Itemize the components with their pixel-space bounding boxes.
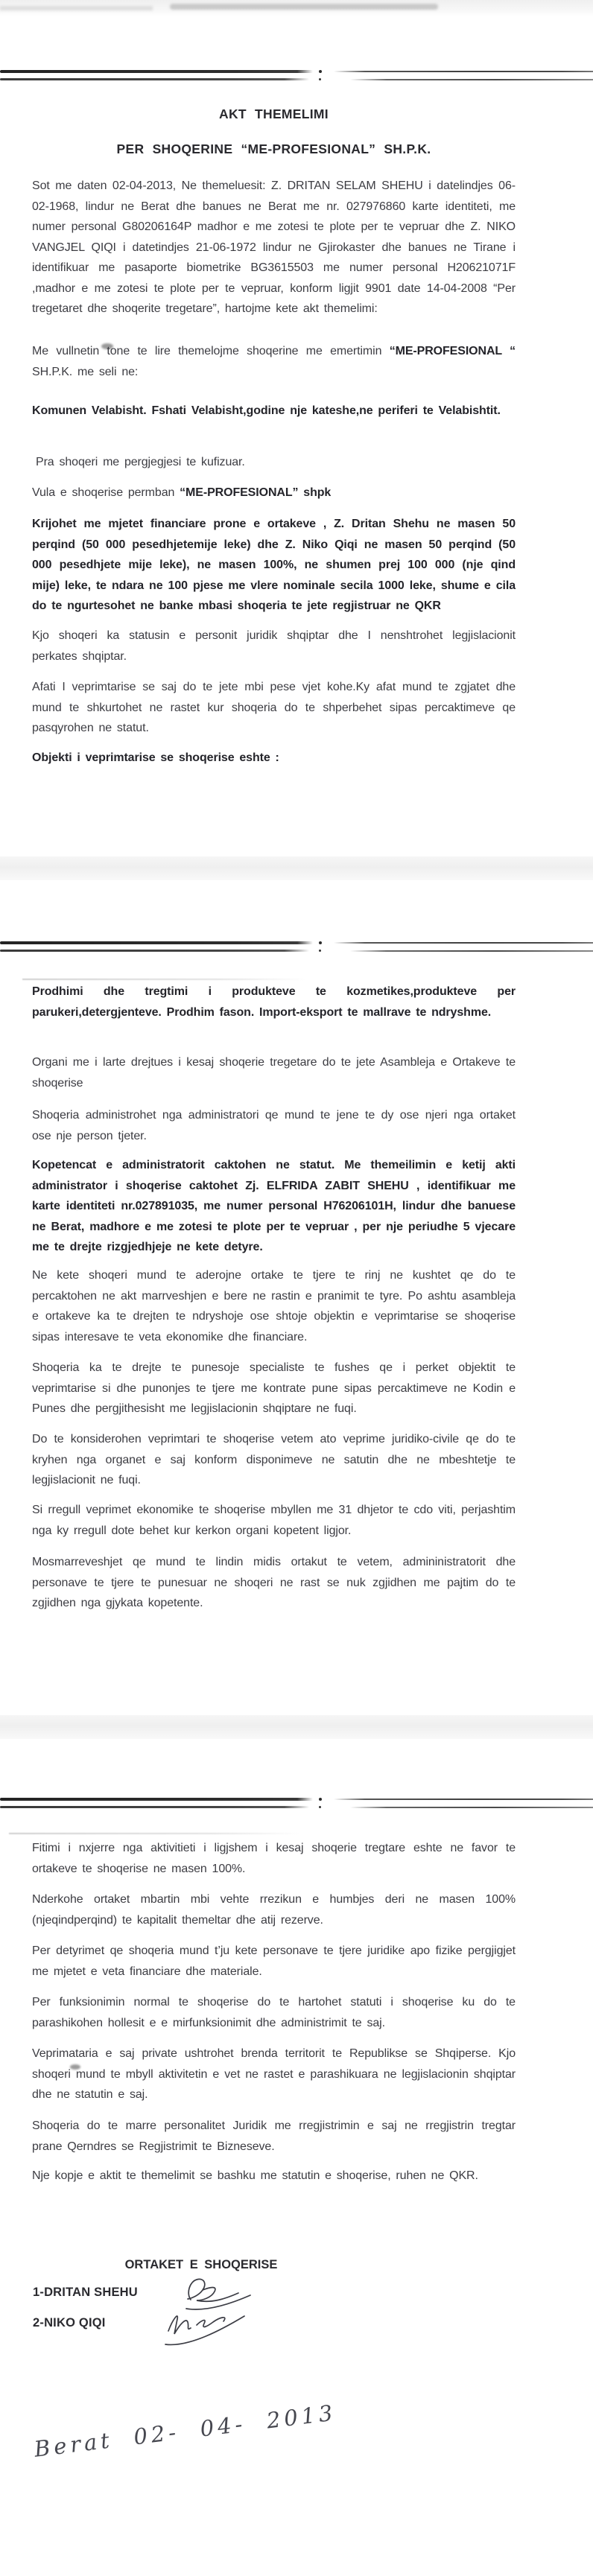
paragraph-fiscal-year: Si rregull veprimet ekonomike te shoqerise mbyllen me 31 dhjetor te cdo viti, perjashtim nga ky rregull dote behet kur kerkon organi kopetent ligjor. <box>32 1504 516 1537</box>
partner-1-name: 1-DRITAN SHEHU <box>33 2286 138 2299</box>
paragraph-seal-pre: Vula e shoqerise permban <box>32 486 180 499</box>
paragraph-seal <box>32 483 516 503</box>
paragraph-legal-status: Kjo shoqeri ka statusin e personit juridik shqiptar dhe I nenshtrohet legjislacionit perkates shqiptar. <box>32 629 516 663</box>
paragraph-copy-archive: Nje kopje e aktit te themelimit se bashku me statutin e shoqerise, ruhen ne QKR. <box>32 2169 478 2182</box>
paragraph-disputes: Mosmarreveshjet qe mund te lindin midis ortakut te vetem, admininistratorit dhe personave te tjere te punesuar ne shoqeri ne rast se nuk zgjidhen me pajtim do te zgjidhen nga gjykata kopetente. <box>32 1556 516 1609</box>
paragraph-obligations: Per detyrimet qe shoqeria mund t’ju kete personave te tjere juridike apo fizike pergjigjet me mjetet e veta financiare dhe materiale. <box>32 1944 516 1978</box>
scan-artifact-faint-line-2 <box>9 1833 299 1834</box>
paragraph-seat-address: Komunen Velabisht. Fshati Velabisht,godine nje kateshe,ne periferi te Velabishtit. <box>32 404 501 417</box>
paragraph-administration: Shoqeria administrohet nga administratori qe mund te jene te dy ose njeri nga ortaket ose nje person tjeter. <box>32 1109 516 1142</box>
paragraph-registration: Shoqeria do te marre personalitet Juridik me rregjistrimin e saj ne rregjistrin tregtar prane Qerndres se Regjistrimit te Bizneseve. <box>32 2119 516 2153</box>
scan-separator-line-2 <box>0 941 593 956</box>
scan-artifact-faint-line-1 <box>22 979 305 980</box>
paragraph-limited-liability: Pra shoqeri me pergjegjesi te kufizuar. <box>36 456 245 468</box>
company-name-bold: “ME-PROFESIONAL “ <box>389 345 516 357</box>
paragraph-founders: Sot me daten 02-04-2013, Ne themeluesit: Z. DRITAN SELAM SHEHU i datelindjes 06-02-1968, lindur ne Berat dhe banues ne Berat me nr. 027976860 karte identiteti, me numer personal G80206164P madhor e me zotesi te plote per te vepruar dhe Z. NIKO VANGJEL QIQI i datetindjes 21-06-1972 lindur ne Gjirokaster dhe banues ne Tirane i identifikuar me pasaporte biometrike BG3615503 me numer personal H20621071F ,madhor e me zotesi te plote per te vepruar, konform ligjit 9901 date 14-04-2008 “Per tregetaret dhe shoqerite tregetare”, hartojme kete akt themelimi: <box>32 179 516 315</box>
document-subtitle: PER SHOQERINE “ME-PROFESIONAL” SH.P.K. <box>116 141 431 156</box>
paragraph-risk: Nderkohe ortaket mbartin mbi vehte rrezikun e humbjes deri ne masen 100% (njeqindperqind) te kapitalit themeltar dhe atij rezerve. <box>32 1893 516 1927</box>
paragraph-employment: Shoqeria ka te drejte te punesoje specialiste te fushes qe i perket objektit te veprimtarise si dhe punonjes te tjere me kontrate pune sipas percaktimeve ne Kodin e Punes dhe pergjithesisht me legjislacionin shqiptare ne fuqi. <box>32 1361 516 1415</box>
paragraph-company-name-pre: Me vullnetin tone te lire themelojme shoqerine me emertimin <box>32 345 390 357</box>
paragraph-profit: Fitimi i nxjerre nga aktivitieti i ligjshem i kesaj shoqerie tregtare eshte ne favor te ortakeve te shoqerise ne masen 100%. <box>32 1842 516 1875</box>
scan-separator-line-3 <box>0 1798 593 1813</box>
paragraph-statute: Per funksionimin normal te shoqerise do te hartohet statuti i shoqerise ku do te parashikohen hollesit e e mirfunksionimit dhe administrimit te saj. <box>32 1996 516 2029</box>
paragraph-capital: Krijohet me mjetet financiare prone e ortakeve , Z. Dritan Shehu ne masen 50 perqind (50 000 pesedhjetemije leke) dhe Z. Niko Qiqi ne masen 50 perqind (50 000 pesedhjete mije leke), ne masen 100%, ne shumen prej 100 000 (nje qind mije) leke, te ndara ne 100 pjese me vlere nominale secila 1000 leke, shume e cila do te ngurtesohet ne banke mbasi shoqeria te jete regjistruar ne QKR <box>32 518 516 612</box>
paragraph-company-name-post: SH.P.K. me seli ne: <box>32 365 139 378</box>
paragraph-object-heading: Objekti i veprimtarise se shoqerise eshte : <box>32 751 279 764</box>
paragraph-administrator-appointment: Kopetencat e administratorit caktohen ne statut. Me themeilimin e ketij akti administrator i shoqerise caktohet Zj. ELFRIDA ZABIT SHEHU , identifikuar me karte identiteti nr.027891035, me numer personal H76206101H, lindur dhe banuese ne Berat, madhore e me zotesi te plote per te vepruar , per nje periudhe 5 vjecare me te drejte rizgjedhjeje ne kete detyre. <box>32 1159 516 1253</box>
seal-name-bold: “ME-PROFESIONAL” shpk <box>180 486 332 499</box>
paragraph-governing-body: Organi me i larte drejtues i kesaj shoqerie tregetare do te jete Asambleja e Ortakeve te shoqerise <box>32 1056 516 1090</box>
signature-niko-qiqi <box>159 2306 249 2347</box>
partner-2-name: 2-NIKO QIQI <box>33 2316 106 2329</box>
paragraph-territory: Veprimataria e saj private ushtrohet brenda territorit te Republikse se Shqiperse. Kjo shoqeri mund te mbyll aktivitetin e vet ne rastet e parashikuara ne legjislacionin shqiptar dhe ne statutin e saj. <box>32 2047 516 2101</box>
scan-artifact-top-smudge-left <box>0 6 153 10</box>
paragraph-activity-object: Prodhimi dhe tregtimi i produkteve te kozmetikes,produkteve per parukeri,detergjenteve. Prodhim fason. Import-eksport te mallrave te ndryshme. <box>32 985 516 1019</box>
scan-artifact-top-smudge <box>170 4 438 10</box>
handwritten-date: Berat 02- 04- 2013 <box>32 2400 338 2462</box>
scan-artifact-gray-band-2 <box>0 1715 593 1739</box>
scan-artifact-gray-band-1 <box>0 856 593 880</box>
paragraph-company-name <box>32 341 516 382</box>
scan-separator-line-1 <box>0 70 593 85</box>
paragraph-new-partners: Ne kete shoqeri mund te aderojne ortake te tjere te rinj ne kushtet qe do te percaktohen ne akt marrveshjen e bere ne rastin e pranimit te tyre. Po ashtu asambleja e ortakeve ka te drejten te ndryshoje ose shtoje objektin e veprimtarise se shoqerise sipas interesave te veta ekonomike dhe financiare. <box>32 1269 516 1343</box>
document-title: AKT THEMELIMI <box>219 106 329 121</box>
paragraph-duration: Afati I veprimtarise se saj do te jete mbi pese vjet kohe.Ky afat mund te zgjatet dhe mund te shkurtohet ne rastet kur shoqeria do te shperbehet sipas percaktimeve qe pasqyrohen ne statut. <box>32 681 516 734</box>
paragraph-legal-acts: Do te konsiderohen veprimtari te shoqerise vetem ato veprime juridiko-civile qe do te kryhen nga organet e saj konform disponimeve ne satutin dhe ne mbeshtetje te legjislacionit ne fuqi. <box>32 1433 516 1486</box>
partners-heading: ORTAKET E SHOQERISE <box>124 2258 278 2271</box>
